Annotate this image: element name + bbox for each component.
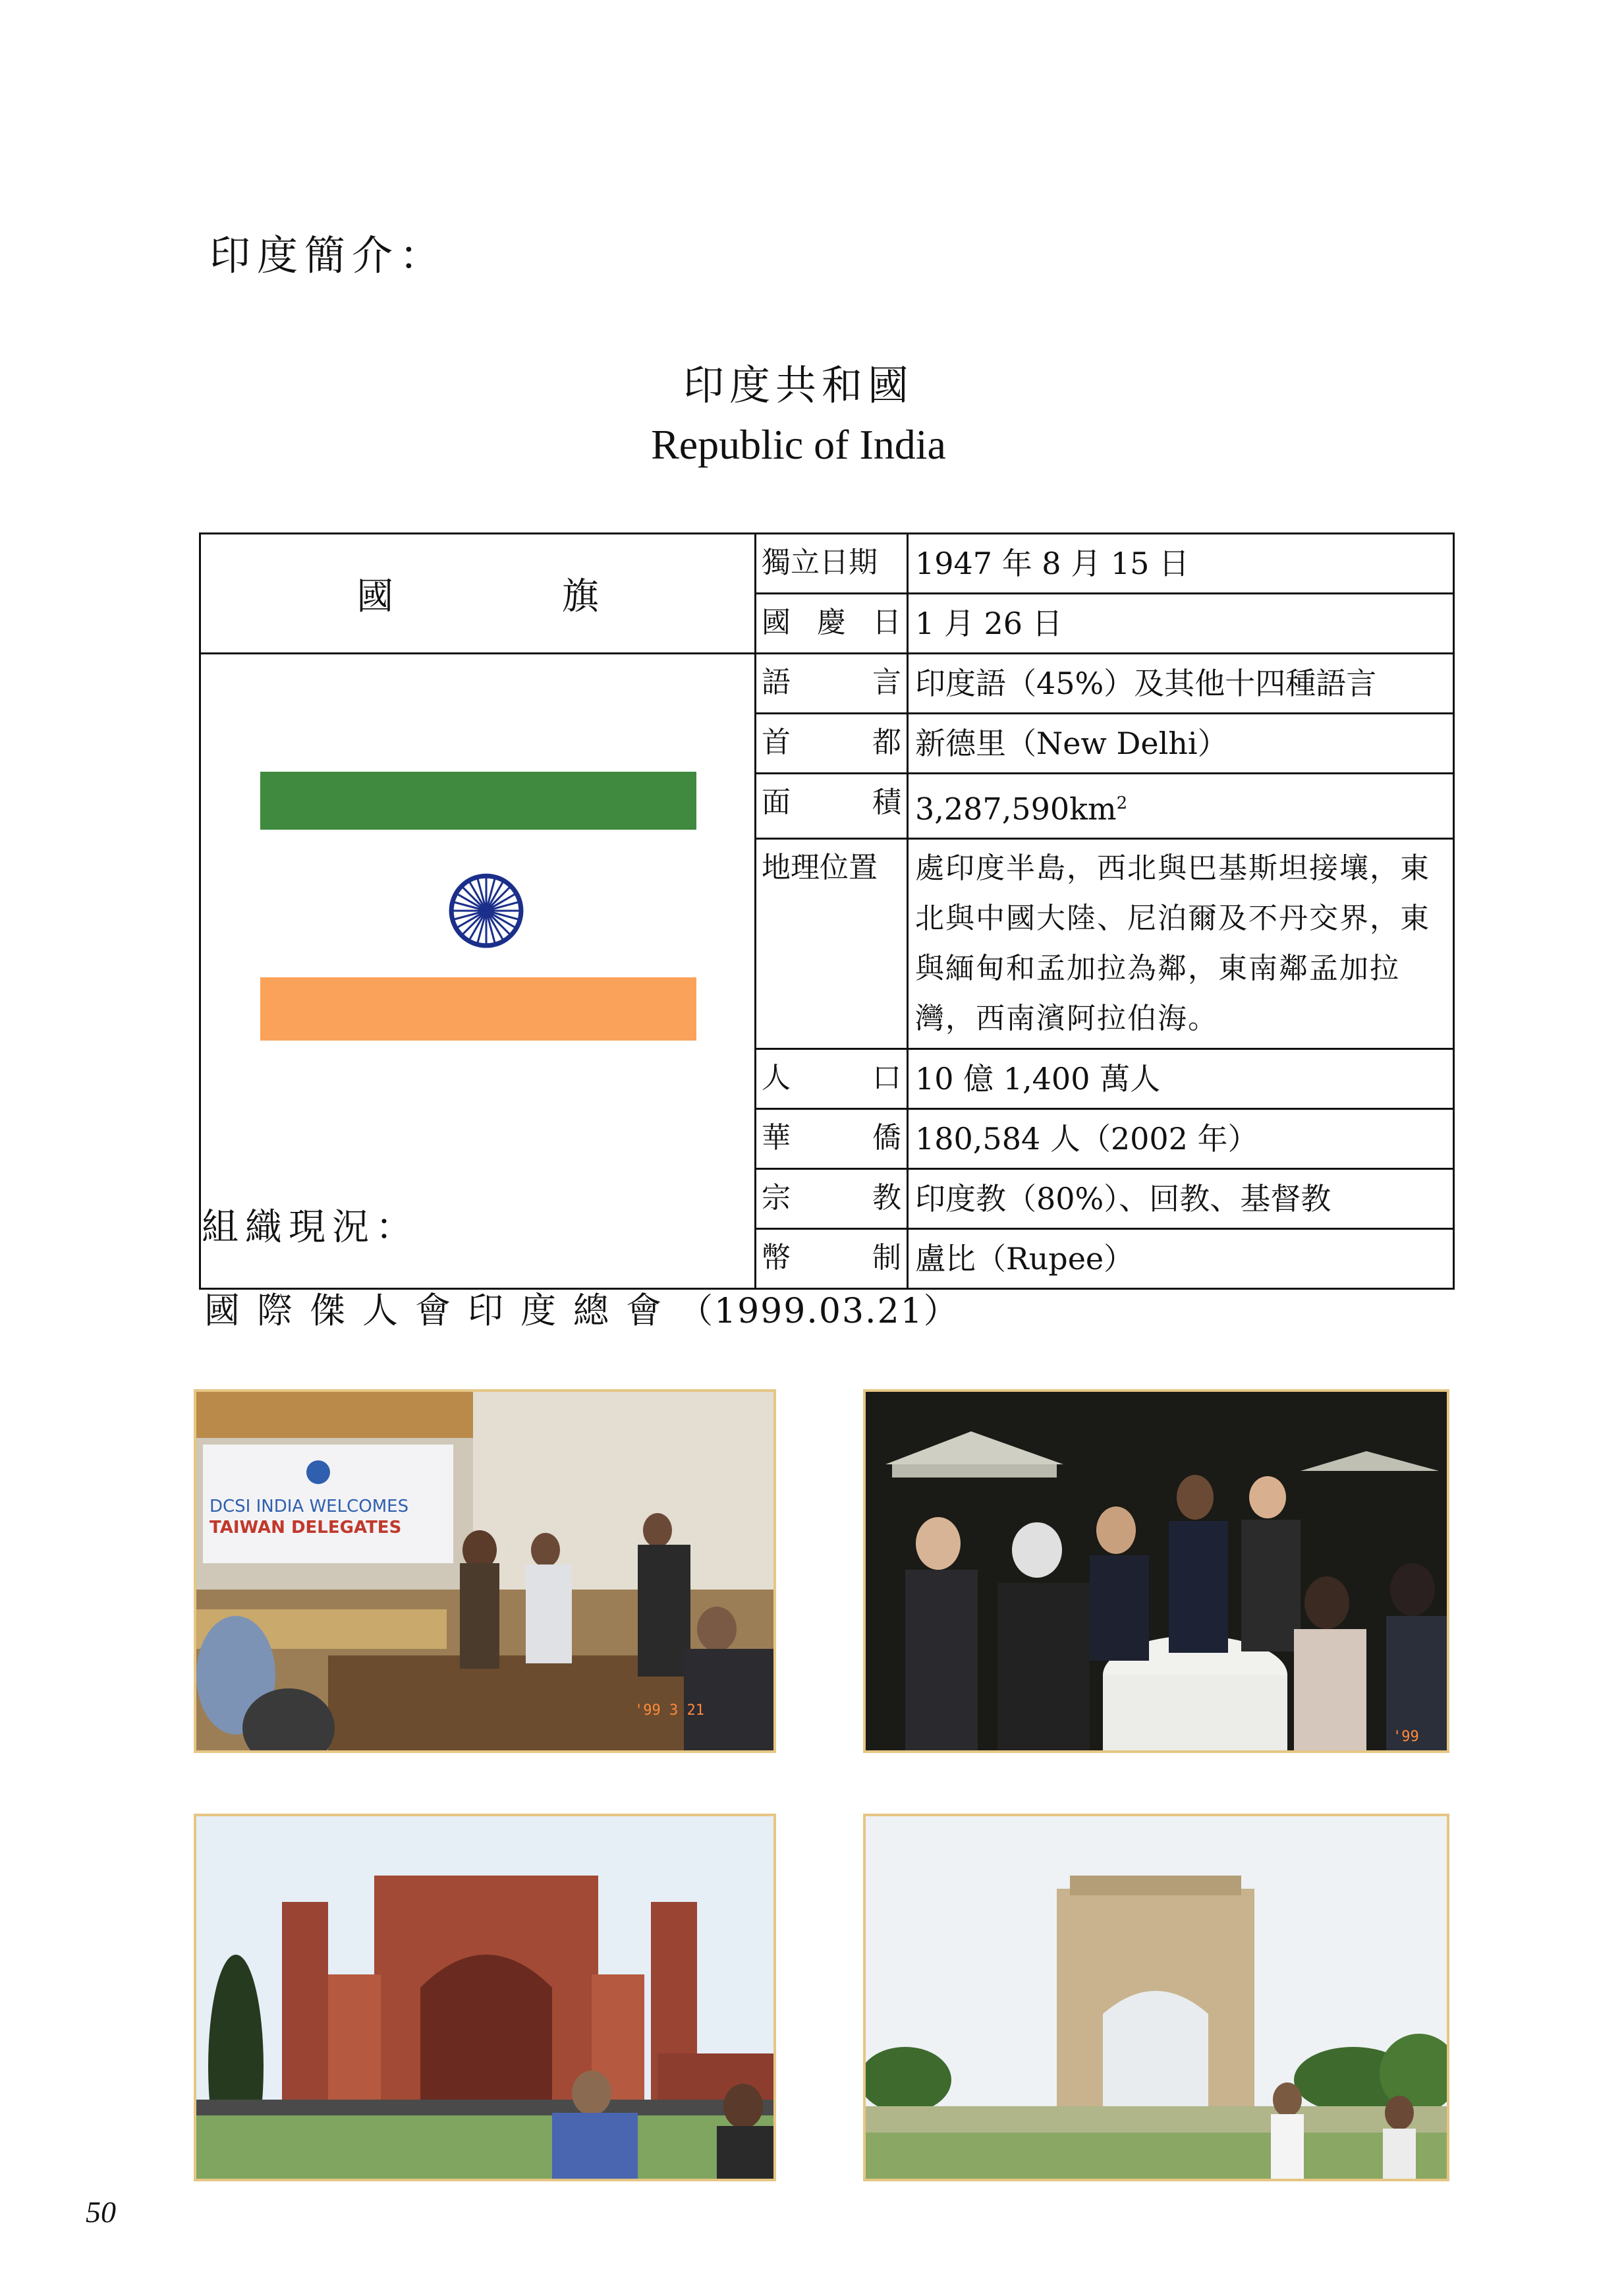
label-religion: 宗 教: [756, 1169, 908, 1229]
photo-dinner: [863, 1389, 1449, 1753]
label-geography: 地理位置: [756, 839, 908, 1049]
photo-gateway-image: [196, 1816, 773, 2179]
value-currency: 盧比（Rupee）: [908, 1229, 1454, 1289]
flag-orange-stripe: [260, 977, 696, 1041]
value-religion: 印度教（80%）、回教、基督教: [908, 1169, 1454, 1229]
flag-header-char-1: 國: [356, 575, 394, 618]
org-heading: 組織現況：: [202, 1206, 419, 1249]
photo-conference: [194, 1389, 776, 1753]
ashoka-chakra-icon: [446, 871, 526, 951]
org-name-text: 國際傑人會印度總會: [204, 1290, 679, 1331]
value-geography: 處印度半島，西北與巴基斯坦接壤，東北與中國大陸、尼泊爾及不丹交界，東與緬甸和孟加拉為鄰，東南鄰孟加拉灣，西南濱阿拉伯海。: [908, 839, 1454, 1049]
value-area: $3,287,590km^2$: [908, 774, 1454, 839]
section-heading: 印度簡介：: [210, 231, 447, 279]
label-language: 語 言: [756, 654, 908, 714]
photo-date-stamp: '99 3 21: [634, 1702, 704, 1719]
country-info-table: [199, 532, 1455, 1290]
banner-line-1: DCSI INDIA WELCOMES: [210, 1497, 409, 1516]
photo-india-gate: [863, 1814, 1449, 2181]
value-capital: 新德里（New Delhi）: [908, 714, 1454, 774]
country-title-en: Republic of India: [651, 421, 946, 468]
banner-line-2: TAIWAN DELEGATES: [210, 1518, 402, 1537]
flag-cell: [200, 654, 756, 1289]
org-date: （1999.03.21）: [679, 1292, 959, 1331]
flag-green-stripe: [260, 772, 696, 830]
label-area: 面 積: [756, 774, 908, 839]
org-name: [204, 1282, 959, 1333]
page-number: 50: [86, 2195, 116, 2229]
label-independence: 獨立日期: [756, 534, 908, 594]
value-overseas-chinese: 180,584 人（2002 年）: [908, 1109, 1454, 1169]
value-national-day: 1 月 26 日: [908, 594, 1454, 654]
photo-india-gate-image: [866, 1816, 1447, 2179]
country-title-cn: 印度共和國: [683, 361, 914, 409]
label-currency: 幣 制: [756, 1229, 908, 1289]
photo-gateway: [194, 1814, 776, 2181]
value-language: 印度語（45%）及其他十四種語言: [908, 654, 1454, 714]
photo-dinner-image: [866, 1392, 1447, 1750]
flag-header-char-2: 旗: [561, 575, 599, 618]
photo-conference-image: [196, 1392, 773, 1750]
photo-date-stamp-2: '99: [1393, 1729, 1419, 1745]
label-capital: 首 都: [756, 714, 908, 774]
label-national-day: 國 慶 日: [756, 594, 908, 654]
value-population: 10 億 1,400 萬人: [908, 1049, 1454, 1109]
flag-header: [200, 534, 756, 654]
label-overseas-chinese: 華 僑: [756, 1109, 908, 1169]
value-independence: 1947 年 8 月 15 日: [908, 534, 1454, 594]
label-population: 人 口: [756, 1049, 908, 1109]
